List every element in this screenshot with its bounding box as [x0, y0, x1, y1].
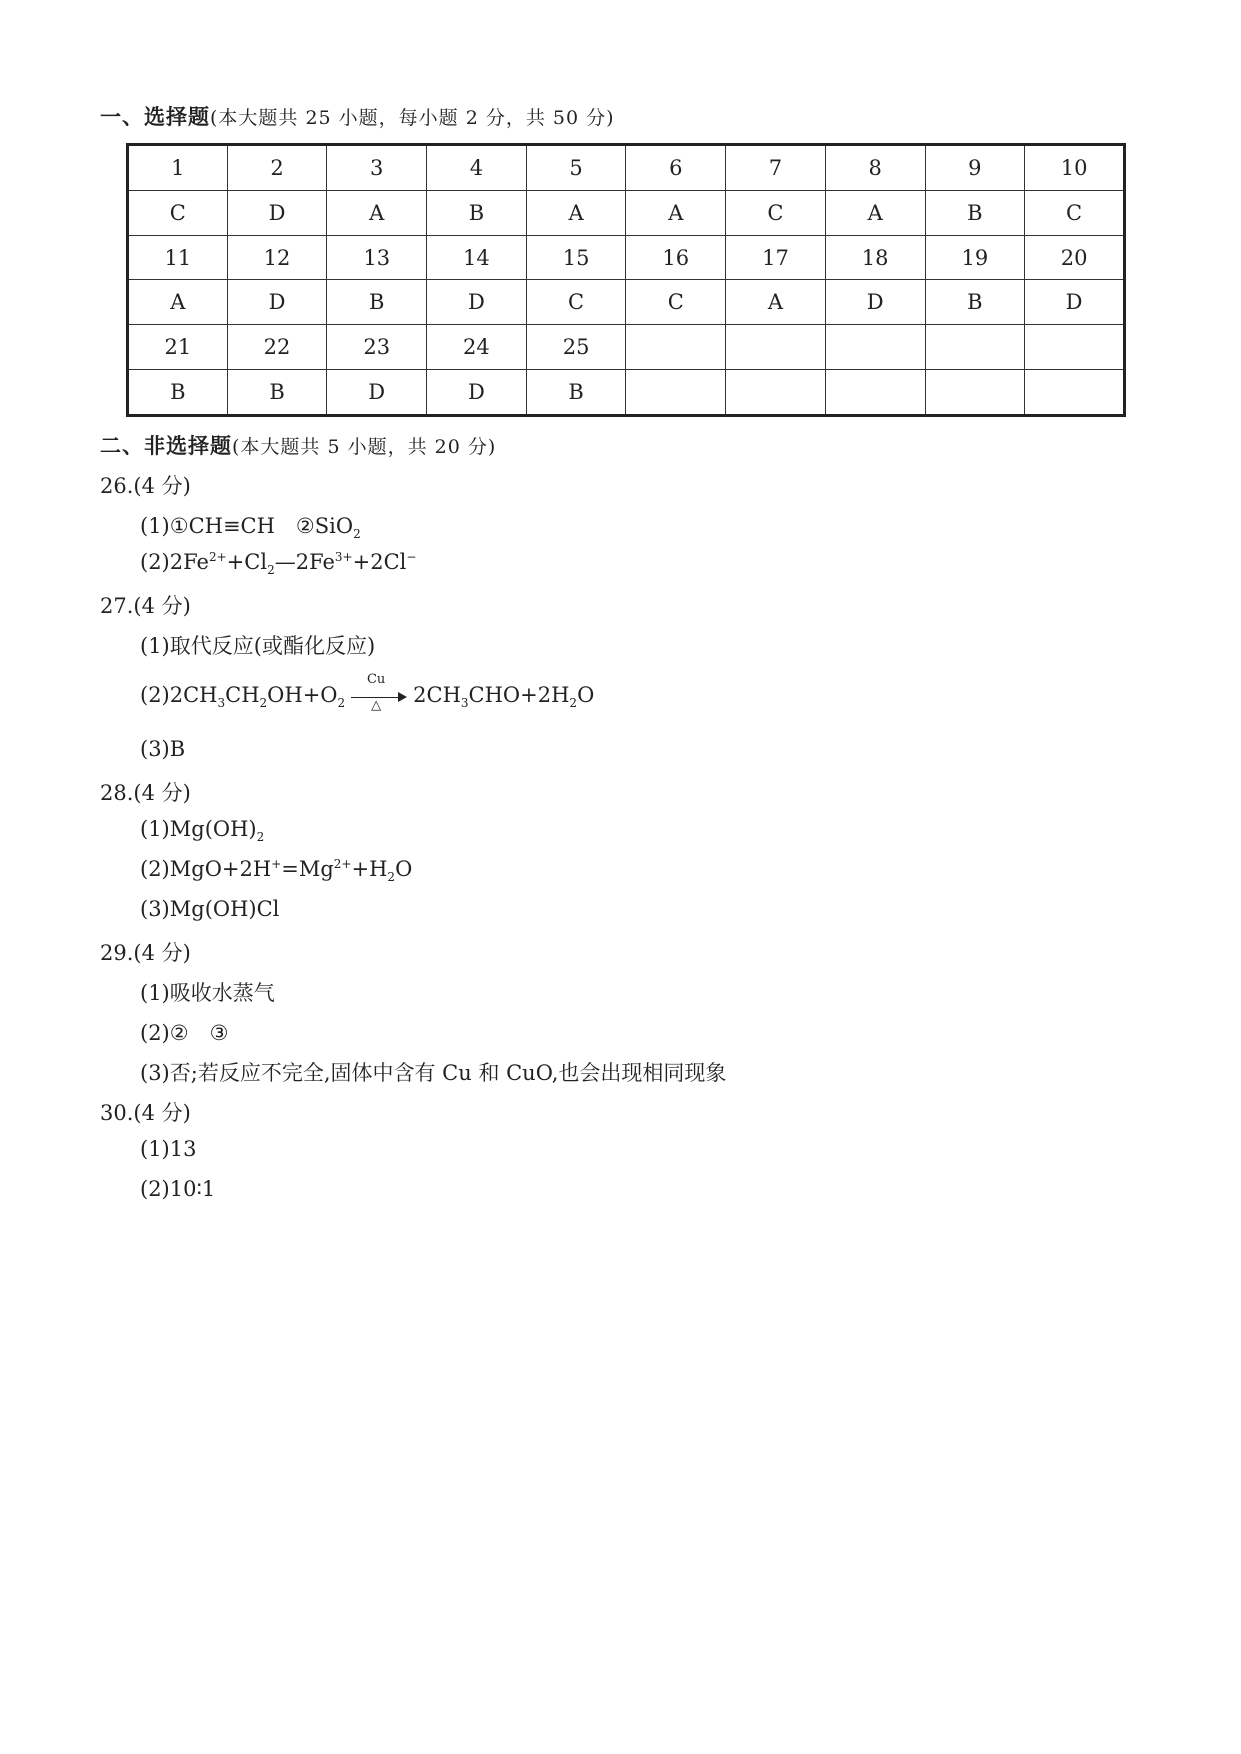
- q26-a2-p4: +2Cl: [352, 550, 407, 574]
- question-number-cell: [1025, 325, 1125, 370]
- question-number-cell: 4: [427, 145, 527, 191]
- question-number-cell: 12: [227, 235, 327, 280]
- answer-cell: C: [1025, 191, 1125, 236]
- question-number-cell: 9: [925, 145, 1025, 191]
- q28-a2-p1: (2)MgO+2H: [140, 857, 272, 881]
- section-2-title: [100, 430, 496, 460]
- answer-cell: D: [427, 280, 527, 325]
- heat-symbol: △: [371, 697, 382, 713]
- answer-cell: A: [327, 191, 427, 236]
- q28-a2-sup1: +: [271, 857, 282, 871]
- answer-cell: A: [128, 280, 228, 325]
- question-number-cell: 21: [128, 325, 228, 370]
- question-number-cell: 17: [726, 235, 826, 280]
- answer-cell: B: [227, 369, 327, 415]
- section-1-title: [100, 101, 615, 131]
- answer-cell: D: [227, 280, 327, 325]
- answer-cell: C: [626, 280, 726, 325]
- answer-cell: D: [327, 369, 427, 415]
- q27-a2-p5: CHO+2H: [468, 683, 570, 707]
- q27-answer-3: (3)B: [140, 737, 186, 761]
- q27-a2-p6: O: [577, 683, 595, 707]
- answer-letter-row: [128, 191, 1125, 236]
- q30-answer-1: (1)13: [140, 1137, 197, 1161]
- q27-a2-p4: 2CH: [413, 683, 461, 707]
- question-number-cell: 22: [227, 325, 327, 370]
- answer-cell: A: [726, 280, 826, 325]
- q28-a2-sub1: 2: [387, 870, 396, 885]
- q26-a2-sup3: −: [406, 550, 417, 564]
- q28-a2-p2: =Mg: [281, 857, 334, 881]
- question-number-cell: [925, 325, 1025, 370]
- question-number-cell: [626, 325, 726, 370]
- question-number-cell: 18: [825, 235, 925, 280]
- q29-answer-2: (2)② ③: [140, 1021, 229, 1045]
- q26-answer-2: [140, 550, 417, 578]
- section-1-note: (本大题共 25 小题，每小题 2 分，共 50 分): [210, 107, 615, 129]
- answer-cell: D: [427, 369, 527, 415]
- answer-cell: B: [427, 191, 527, 236]
- question-number-cell: 13: [327, 235, 427, 280]
- question-number-row: [128, 235, 1125, 280]
- question-number-cell: 8: [825, 145, 925, 191]
- question-number-cell: 10: [1025, 145, 1125, 191]
- question-number-cell: 3: [327, 145, 427, 191]
- q28-answer-2: [140, 857, 413, 885]
- answer-cell: [925, 369, 1025, 415]
- q27-a2-sub2: 2: [259, 696, 268, 711]
- q27-answer-2: [140, 671, 595, 713]
- q27-a2-p1: (2)2CH: [140, 683, 218, 707]
- section-2-heading: 二、非选择题: [100, 433, 232, 458]
- q28-a1-sub: 2: [256, 830, 265, 845]
- answer-cell: B: [128, 369, 228, 415]
- answer-cell: B: [526, 369, 626, 415]
- answer-cell: [1025, 369, 1125, 415]
- answer-cell: [726, 369, 826, 415]
- question-number-row: [128, 145, 1125, 191]
- question-number-cell: 5: [526, 145, 626, 191]
- q26-a2-sub1: 2: [267, 563, 275, 578]
- answer-cell: A: [526, 191, 626, 236]
- q26-a2-sup1: 2+: [208, 550, 227, 564]
- q26-a2-sup2: 3+: [334, 550, 353, 564]
- q27-a2-sub5: 2: [569, 696, 578, 711]
- q28-answer-1: [140, 817, 265, 845]
- answer-table-body: [128, 145, 1125, 416]
- q26-answer-1: [140, 510, 361, 540]
- reaction-arrow: [351, 671, 407, 713]
- question-number-cell: 16: [626, 235, 726, 280]
- answer-cell: D: [825, 280, 925, 325]
- answer-cell: D: [227, 191, 327, 236]
- question-number-cell: [726, 325, 826, 370]
- question-number-cell: 14: [427, 235, 527, 280]
- q29-answer-1: (1)吸收水蒸气: [140, 981, 275, 1005]
- question-number-cell: 11: [128, 235, 228, 280]
- q27-a2-sub3: 2: [337, 696, 346, 711]
- answer-letter-row: [128, 280, 1125, 325]
- answer-cell: C: [526, 280, 626, 325]
- question-number-cell: 20: [1025, 235, 1125, 280]
- question-number-cell: 6: [626, 145, 726, 191]
- q26-a1-sub: 2: [353, 527, 361, 542]
- question-number-cell: 19: [925, 235, 1025, 280]
- answer-cell: A: [825, 191, 925, 236]
- q27-a2-p3: OH+O: [267, 683, 338, 707]
- q28-answer-3: (3)Mg(OH)Cl: [140, 897, 280, 921]
- q28-header: 28.(4 分): [100, 781, 191, 805]
- q26-a2-p1: (2)2Fe: [140, 550, 209, 574]
- section-2-note: (本大题共 5 小题，共 20 分): [232, 436, 497, 458]
- q27-a2-sub4: 3: [460, 696, 469, 711]
- answer-cell: [626, 369, 726, 415]
- answer-cell: C: [128, 191, 228, 236]
- question-number-cell: [825, 325, 925, 370]
- question-number-cell: 23: [327, 325, 427, 370]
- q27-a2-p2: CH: [225, 683, 260, 707]
- question-number-cell: 2: [227, 145, 327, 191]
- q30-header: 30.(4 分): [100, 1101, 191, 1125]
- q27-a2-sub1: 3: [217, 696, 226, 711]
- q29-answer-3: (3)否;若反应不完全,固体中含有 Cu 和 CuO,也会出现相同现象: [140, 1061, 727, 1085]
- choice-answer-table: [126, 143, 1126, 417]
- answer-cell: C: [726, 191, 826, 236]
- q26-a1-text: (1)①CH≡CH ②SiO: [140, 514, 354, 538]
- question-number-cell: 1: [128, 145, 228, 191]
- q30-answer-2: (2)10∶1: [140, 1177, 216, 1201]
- q28-a2-p3: +H: [351, 857, 388, 881]
- answer-cell: B: [327, 280, 427, 325]
- question-number-row: [128, 325, 1125, 370]
- q26-a2-p3: —2Fe: [274, 550, 335, 574]
- answer-cell: A: [626, 191, 726, 236]
- q27-header: 27.(4 分): [100, 594, 191, 618]
- answer-cell: [825, 369, 925, 415]
- q28-a2-p4: O: [395, 857, 413, 881]
- q29-header: 29.(4 分): [100, 941, 191, 965]
- section-1-heading: 一、选择题: [100, 104, 210, 129]
- question-number-cell: 7: [726, 145, 826, 191]
- q26-a2-p2: +Cl: [226, 550, 268, 574]
- question-number-cell: 25: [526, 325, 626, 370]
- answer-letter-row: [128, 369, 1125, 415]
- question-number-cell: 24: [427, 325, 527, 370]
- answer-cell: B: [925, 280, 1025, 325]
- answer-cell: D: [1025, 280, 1125, 325]
- q28-a1-text: (1)Mg(OH): [140, 817, 257, 841]
- q26-header: 26.(4 分): [100, 474, 191, 498]
- q28-a2-sup2: 2+: [333, 857, 352, 871]
- catalyst-label: Cu: [366, 671, 386, 687]
- question-number-cell: 15: [526, 235, 626, 280]
- answer-cell: B: [925, 191, 1025, 236]
- q27-answer-1: (1)取代反应(或酯化反应): [140, 634, 376, 658]
